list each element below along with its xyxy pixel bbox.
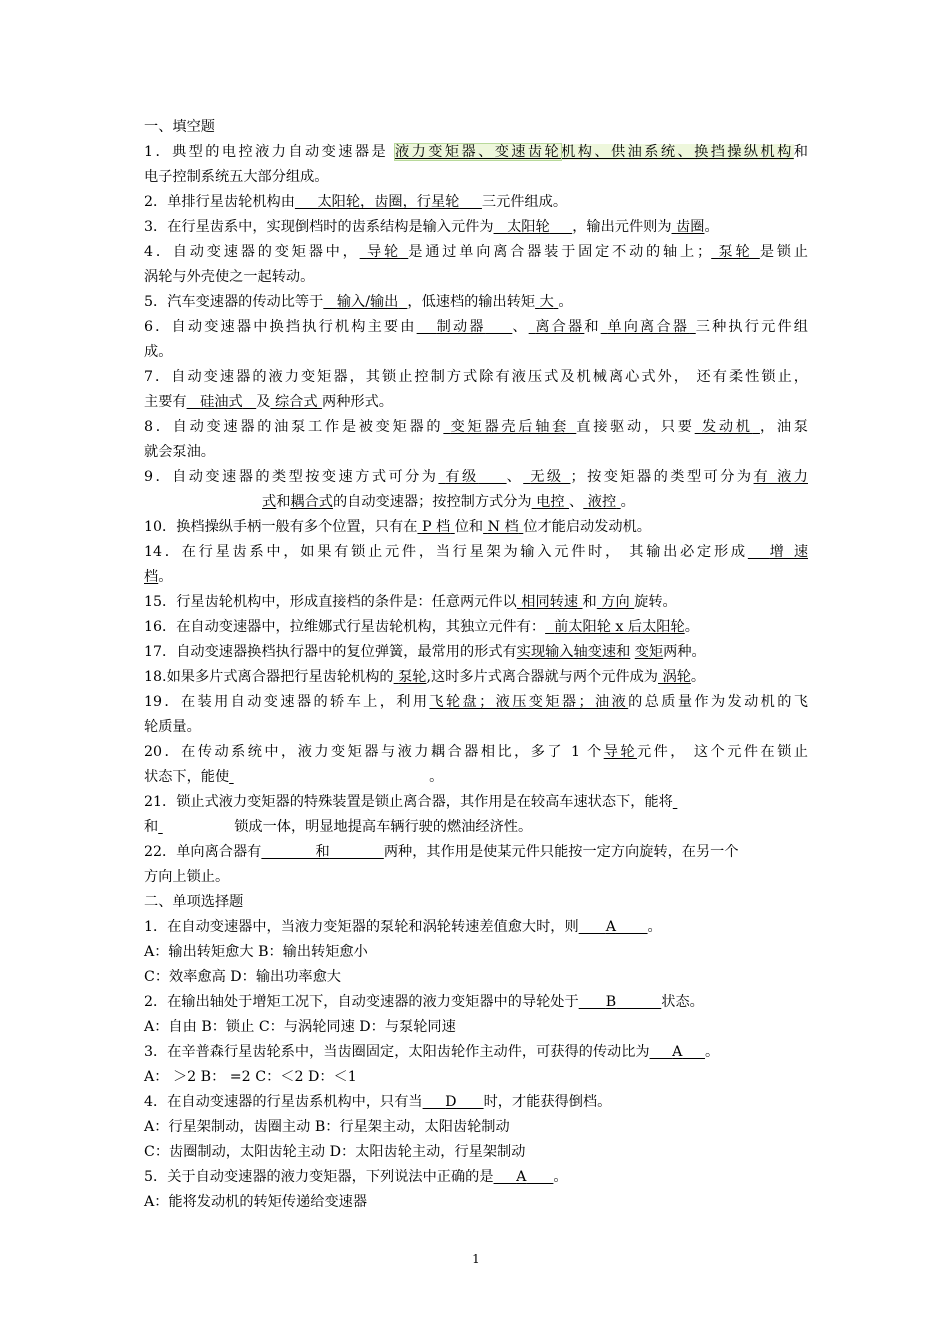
choice-5-options-1: A：能将发动机的转矩传递给变速器 xyxy=(144,1194,368,1210)
question-20-line-2: 状态下，能使 。 xyxy=(144,769,444,785)
choice-3-options: A： ＞2 B： =2 C：＜2 D：＜1 xyxy=(144,1069,357,1085)
answer-16: 前太阳轮 x 后太阳轮 xyxy=(554,619,685,635)
choice-3-answer: A xyxy=(672,1044,683,1060)
answer-15b: 方向 xyxy=(601,594,630,610)
answer-18b: 涡轮 xyxy=(662,669,691,685)
answer-9f: 液控 xyxy=(587,494,617,510)
answer-19: 飞轮盘；液压变矩器；油液 xyxy=(429,694,629,710)
question-3: 3．在行星齿系中，实现倒档时的齿系结构是输入元件为 太阳轮 ，输出元件则为 齿圈。 xyxy=(144,219,719,235)
choice-2: 2．在输出轴处于增矩工况下，自动变速器的液力变矩器中的导轮处于 B 状态。 xyxy=(144,994,704,1010)
question-4-line-1: 4．自动变速器的变矩器中， 导轮 是通过单向离合器装于固定不动的轴上； 泵轮 是锁止 xyxy=(144,244,808,260)
choice-4-answer: D xyxy=(445,1094,457,1110)
answer-8a: 变矩器壳后轴套 xyxy=(450,419,570,435)
answer-1a: 液力变矩器、变速齿轮 xyxy=(395,144,562,160)
answer-6a: 制动器 xyxy=(436,319,486,335)
blank-20 xyxy=(229,767,429,787)
question-7-line-1: 7．自动变速器的液力变矩器，其锁止控制方式除有液压式及机械离心式外， 还有柔性锁止， xyxy=(144,369,808,385)
question-5: 5．汽车变速器的传动比等于 输入/输出 ，低速档的输出转矩 大 。 xyxy=(144,294,573,310)
answer-3a: 太阳轮 xyxy=(507,219,550,235)
answer-4a: 导轮 xyxy=(366,244,401,260)
choice-5: 5．关于自动变速器的液力变矩器，下列说法中正确的是 A 。 xyxy=(144,1169,568,1185)
question-16: 16．在自动变速器中，拉维娜式行星齿轮机构，其独立元件有： 前太阳轮 x 后太阳轮。 xyxy=(144,619,699,635)
answer-9c-cont: 式 xyxy=(262,494,277,510)
choice-1: 1．在自动变速器中，当液力变矩器的泵轮和涡轮转速差值愈大时，则 A 。 xyxy=(144,919,662,935)
question-20-line-1: 20．在传动系统中，液力变矩器与液力耦合器相比，多了 1 个导轮元件， 这个元件在锁止 xyxy=(144,744,808,760)
question-15: 15．行星齿轮机构中，形成直接档的条件是：任意两元件以 相同转速 和 方向 旋转。 xyxy=(144,594,677,610)
question-14-line-1: 14．在行星齿系中，如果有锁止元件，当行星架为输入元件时， 其输出必定形成 增 速 xyxy=(144,544,809,560)
choice-1-options-1: A：输出转矩愈大 B：输出转矩愈小 xyxy=(144,944,368,960)
answer-8b: 发动机 xyxy=(701,419,753,435)
question-14-line-2: 档。 xyxy=(144,569,173,585)
answer-15a: 相同转速 xyxy=(521,594,579,610)
choice-3: 3．在辛普森行星齿轮系中，当齿圈固定，太阳齿轮作主动件，可获得的传动比为 A 。 xyxy=(144,1044,720,1060)
choice-1-answer: A xyxy=(605,919,616,935)
question-6-line-2: 成。 xyxy=(144,344,173,360)
question-22-line-1: 22．单向离合器有 和 两种，其作用是使某元件只能按一定方向旋转，在另一个 xyxy=(144,844,739,860)
answer-18a: 泵轮 xyxy=(398,669,427,685)
section-heading-fill-in: 一、填空题 xyxy=(144,119,215,135)
answer-7a: 硅油式 xyxy=(200,394,243,410)
answer-5a: 输入/输出 xyxy=(336,294,399,310)
answer-1b: 机构、供油系统、换挡操纵机构 xyxy=(561,144,794,160)
question-10: 10．换档操纵手柄一般有多个位置，只有在 P 档 位和 N 档 位才能启动发动机。 xyxy=(144,519,651,535)
question-1-line-2: 电子控制系统五大部分组成。 xyxy=(144,169,329,185)
question-21-line-1: 21．锁止式液力变矩器的特殊装置是锁止离合器，其作用是在较高车速状态下，能将 xyxy=(144,792,717,812)
choice-5-answer: A xyxy=(516,1169,527,1185)
question-18: 18.如果多片式离合器把行星齿轮机构的 泵轮,这时多片式离合器就与两个元件成为 涡轮。 xyxy=(144,669,706,685)
answer-14: 增 速 xyxy=(769,544,809,560)
question-2: 2．单排行星齿轮机构由 太阳轮，齿圈，行星轮 三元件组成。 xyxy=(144,194,568,210)
section-heading-choice: 二、单项选择题 xyxy=(144,894,244,910)
question-4-line-2: 涡轮与外壳使之一起转动。 xyxy=(144,269,315,285)
answer-10a: P 档 xyxy=(421,519,451,535)
page-number: 1 xyxy=(472,1252,480,1266)
question-19-line-2: 轮质量。 xyxy=(144,719,201,735)
choice-2-options: A：自由 B：锁止 C：与涡轮同速 D：与泵轮同速 xyxy=(144,1019,456,1035)
question-1-line-1: 1．典型的电控液力自动变速器是 液力变矩器、变速齿轮机构、供油系统、换挡操纵机构和 xyxy=(144,144,808,160)
choice-4-options-2: C：齿圈制动，太阳齿轮主动 D：太阳齿轮主动，行星架制动 xyxy=(144,1144,526,1160)
answer-9d: 耦合式 xyxy=(290,494,333,510)
answer-2: 太阳轮，齿圈，行星轮 xyxy=(317,194,460,210)
choice-4-options-1: A：行星架制动，齿圈主动 B：行星架主动，太阳齿轮制动 xyxy=(144,1119,510,1135)
answer-10b: N 档 xyxy=(487,519,519,535)
question-19-line-1: 19．在装用自动变速器的轿车上，利用飞轮盘；液压变矩器；油液的总质量作为发动机的飞 xyxy=(144,694,808,710)
blank-21b xyxy=(158,817,234,837)
answer-17a: 实现输入轴变速和 xyxy=(516,644,631,660)
question-9-line-1: 9．自动变速器的类型按变速方式可分为 有级 、 无级 ；按变矩器的类型可分为有 液力 xyxy=(144,469,808,485)
question-8-line-1: 8．自动变速器的油泵工作是被变矩器的 变矩器壳后轴套 直接驱动，只要 发动机 ，油泵 xyxy=(144,419,808,435)
question-9-line-2: 式和耦合式的自动变速器；按控制方式分为 电控 、 液控 。 xyxy=(262,494,635,510)
answer-3b: 齿圈 xyxy=(676,219,705,235)
question-7-line-2: 主要有 硅油式 及 综合式 两种形式。 xyxy=(144,394,393,410)
answer-7b: 综合式 xyxy=(274,394,318,410)
question-21-line-2: 和 锁成一体，明显地提高车辆行驶的燃油经济性。 xyxy=(144,819,533,835)
answer-9b: 无级 xyxy=(530,469,564,485)
choice-2-answer: B xyxy=(605,994,617,1010)
blank-22: 和 xyxy=(315,844,330,860)
answer-6b: 离合器 xyxy=(535,319,585,335)
answer-9a: 有级 xyxy=(445,469,479,485)
answer-9e: 电控 xyxy=(536,494,565,510)
blank-21a xyxy=(673,792,717,812)
question-6-line-1: 6．自动变速器中换挡执行机构主要由 制动器 、 离合器和 单向离合器 三种执行元件组 xyxy=(144,319,808,335)
question-17: 17．自动变速器换档执行器中的复位弹簧，最常用的形式有实现输入轴变速和 变矩两种。 xyxy=(144,644,706,660)
choice-1-options-2: C：效率愈高 D：输出功率愈大 xyxy=(144,969,341,985)
answer-17b: 变矩 xyxy=(634,644,664,660)
question-8-line-2: 就会泵油。 xyxy=(144,444,215,460)
answer-5b: 大 xyxy=(539,294,554,310)
answer-4b: 泵轮 xyxy=(718,244,753,260)
choice-4: 4．在自动变速器的行星齿系机构中，只有当 D 时，才能获得倒档。 xyxy=(144,1094,612,1110)
answer-9c: 有 液力 xyxy=(753,469,808,485)
answer-20: 导轮 xyxy=(603,744,637,760)
answer-6c: 单向离合器 xyxy=(607,319,690,335)
question-22-line-2: 方向上锁止。 xyxy=(144,869,230,885)
